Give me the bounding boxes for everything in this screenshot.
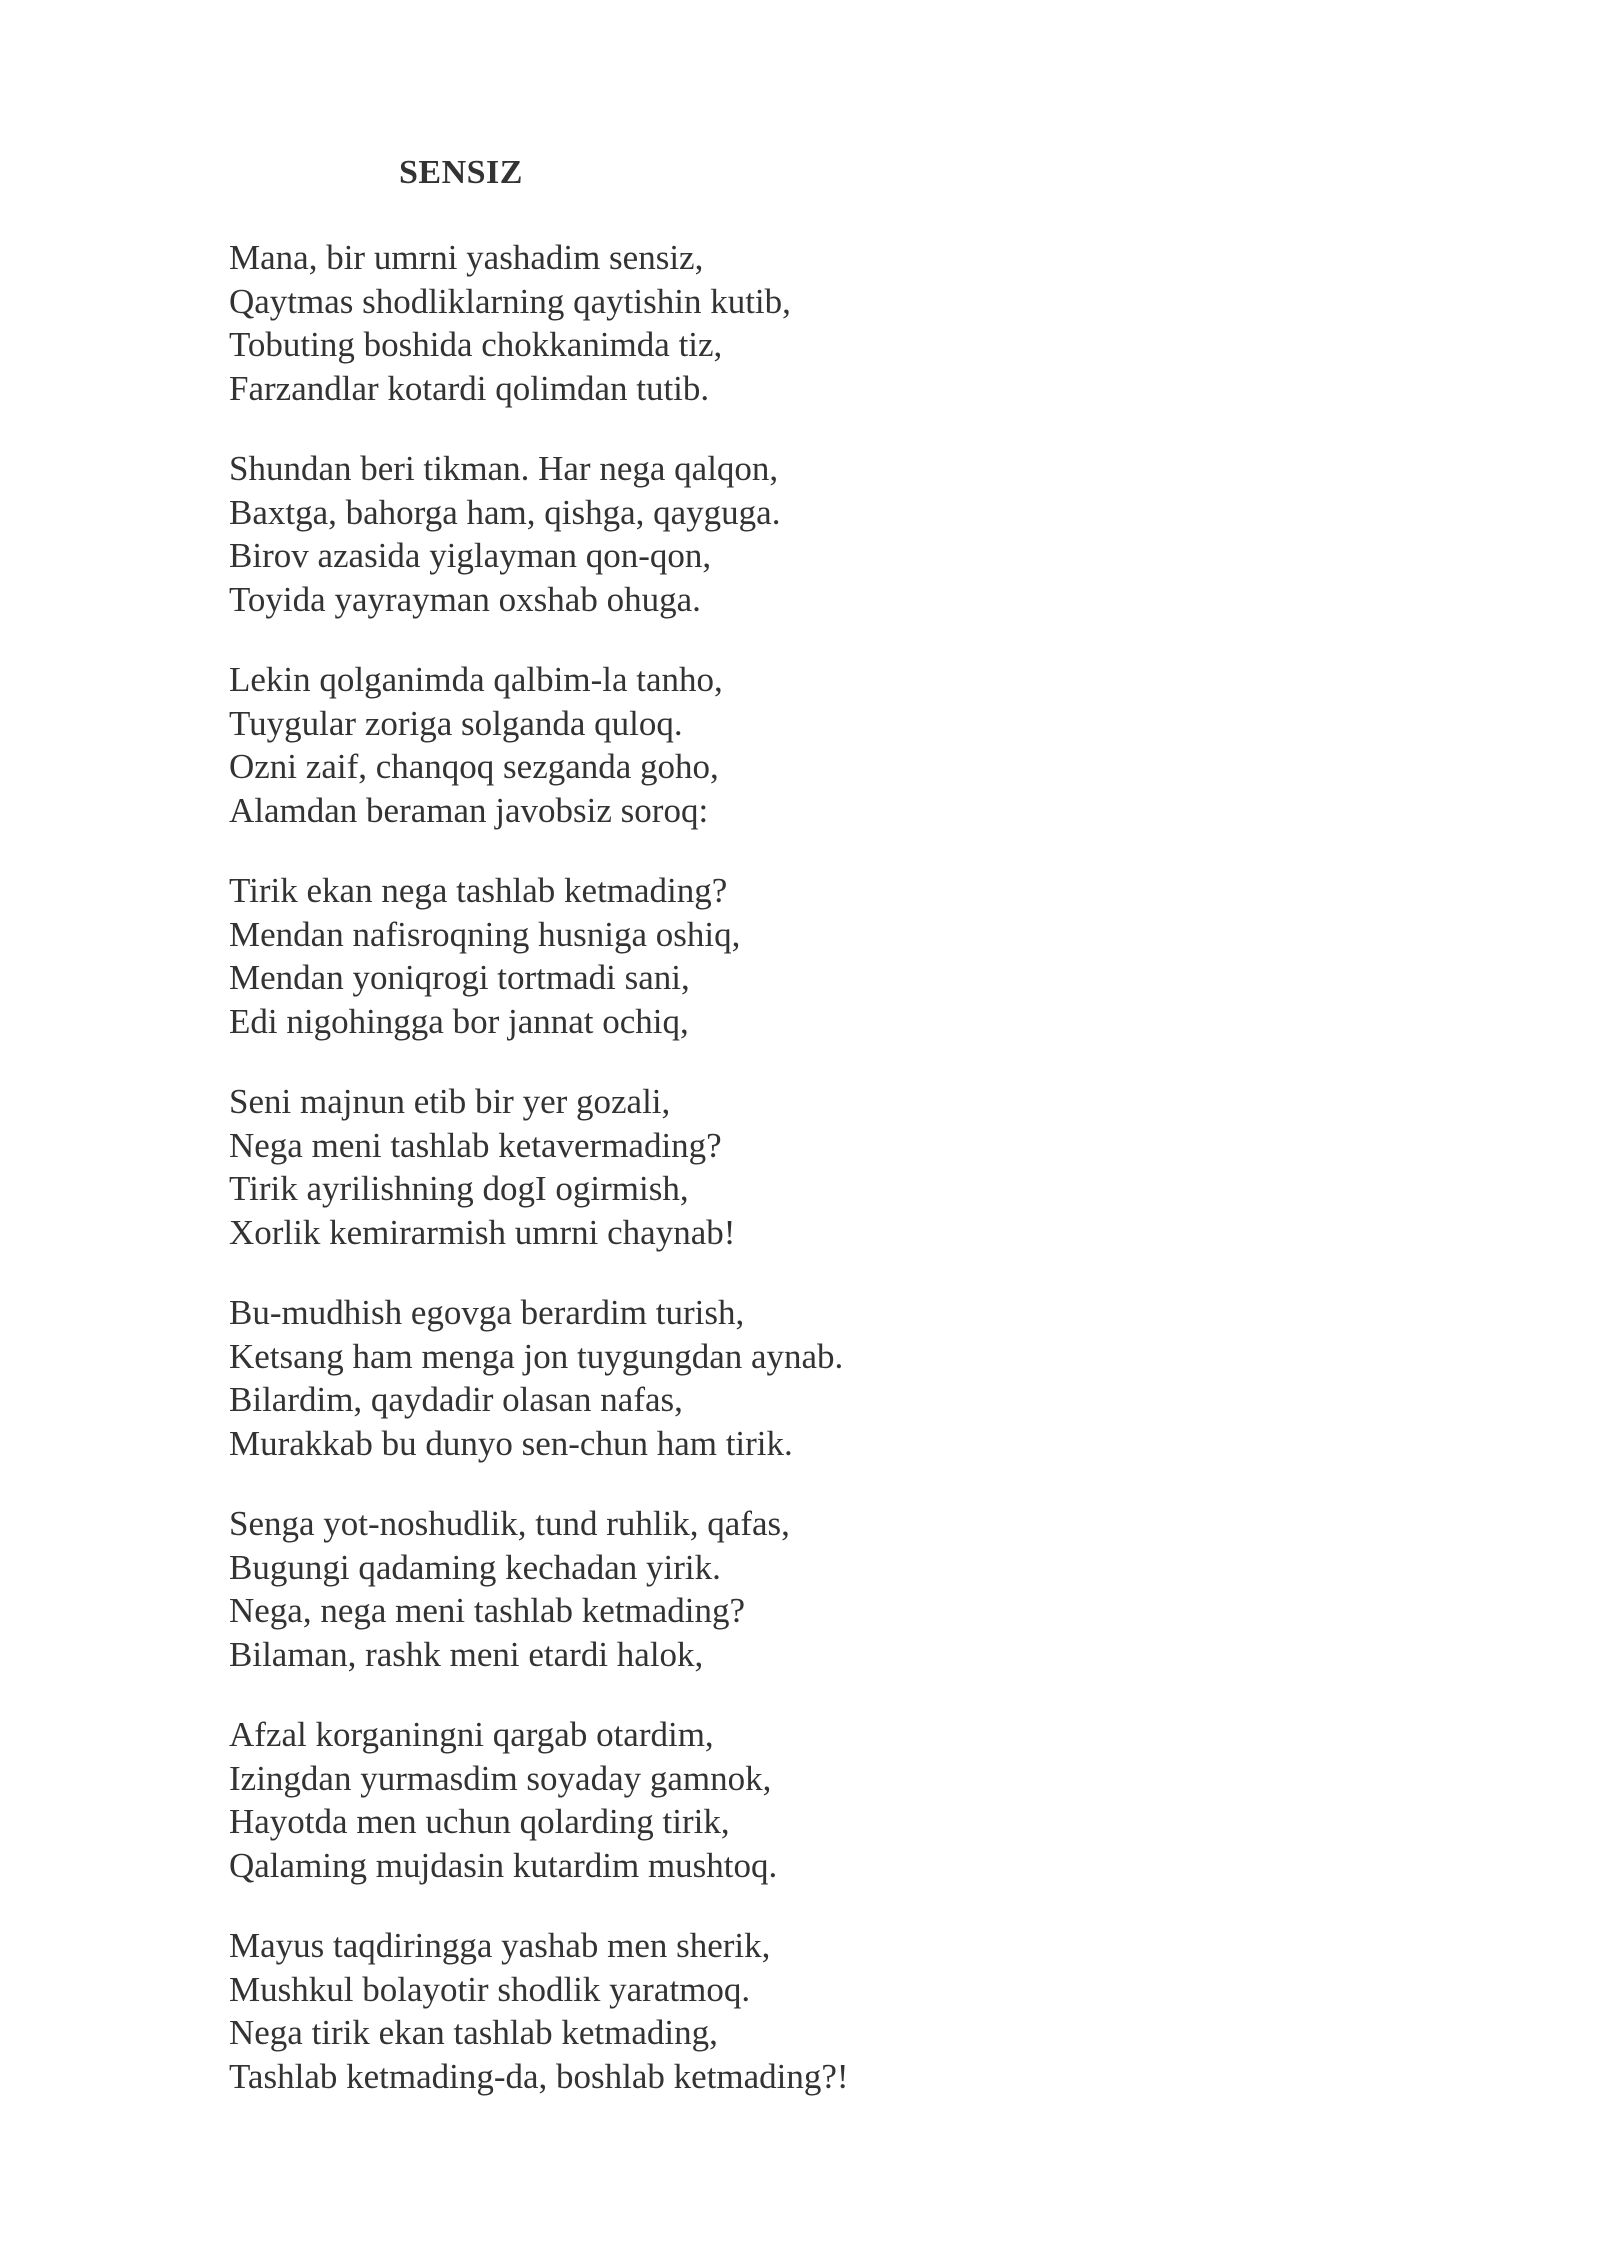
- poem-line: Qalaming mujdasin kutardim mushtoq.: [229, 1845, 778, 1885]
- poem-line: Alamdan beraman javobsiz soroq:: [229, 790, 709, 830]
- stanza: [229, 1080, 1429, 1254]
- poem-line: Mendan yoniqrogi tortmadi sani,: [229, 958, 690, 997]
- poem-line: Edi nigohingga bor jannat ochiq,: [229, 1001, 689, 1041]
- poem-line: Hayotda men uchun qolarding tirik,: [229, 1802, 730, 1841]
- stanza: [229, 447, 1429, 621]
- poem-line: Izingdan yurmasdim soyaday gamnok,: [229, 1758, 772, 1798]
- stanza: [229, 236, 1429, 410]
- poem-line: Murakkab bu dunyo sen-chun ham tirik.: [229, 1423, 793, 1463]
- poem-line: Mendan nafisroqning husniga oshiq,: [229, 914, 741, 954]
- poem-line: Ketsang ham menga jon tuygungdan aynab.: [229, 1336, 844, 1376]
- poem-line: Lekin qolganimda qalbim-la tanho,: [229, 660, 723, 699]
- poem-line: Bugungi qadaming kechadan yirik.: [229, 1547, 721, 1587]
- poem-line: Seni majnun etib bir yer gozali,: [229, 1082, 671, 1121]
- poem-line: Mana, bir umrni yashadim sensiz,: [229, 238, 704, 277]
- poem-line: Birov azasida yiglayman qon-qon,: [229, 536, 712, 575]
- poem-line: Bilaman, rashk meni etardi halok,: [229, 1634, 704, 1674]
- stanza: [229, 1291, 1429, 1465]
- poem-line: Tirik ayrilishning dogI ogirmish,: [229, 1169, 689, 1208]
- poem-line: Nega meni tashlab ketavermading?: [229, 1125, 722, 1165]
- stanza: [229, 1924, 1429, 2098]
- poem-line: Bilardim, qaydadir olasan nafas,: [229, 1380, 683, 1419]
- poem-line: Toyida yayrayman oxshab ohuga.: [229, 579, 701, 619]
- poem-line: Tuygular zoriga solganda quloq.: [229, 703, 683, 743]
- poem-line: Mushkul bolayotir shodlik yaratmoq.: [229, 1969, 751, 2009]
- poem-line: Nega, nega meni tashlab ketmading?: [229, 1591, 746, 1630]
- poem-line: Xorlik kemirarmish umrni chaynab!: [229, 1212, 736, 1252]
- poem-title: SENSIZ: [399, 154, 523, 191]
- poem-line: Tashlab ketmading-da, boshlab ketmading?!: [229, 2056, 849, 2096]
- poem-line: Afzal korganingni qargab otardim,: [229, 1715, 714, 1754]
- poem-line: Tirik ekan nega tashlab ketmading?: [229, 871, 728, 910]
- poem-line: Nega tirik ekan tashlab ketmading,: [229, 2013, 718, 2052]
- poem-line: Mayus taqdiringga yashab men sherik,: [229, 1926, 771, 1965]
- stanza: [229, 869, 1429, 1043]
- poem-line: Baxtga, bahorga ham, qishga, qayguga.: [229, 492, 781, 532]
- poem-line: Tobuting boshida chokkanimda tiz,: [229, 325, 723, 364]
- stanza: [229, 658, 1429, 832]
- poem-line: Ozni zaif, chanqoq sezganda goho,: [229, 747, 719, 786]
- poem-line: Senga yot-noshudlik, tund ruhlik, qafas,: [229, 1504, 790, 1543]
- poem-body: [229, 236, 1429, 2135]
- poem-line: Shundan beri tikman. Har nega qalqon,: [229, 449, 779, 488]
- stanza: [229, 1502, 1429, 1676]
- poem-line: Bu-mudhish egovga berardim turish,: [229, 1293, 745, 1332]
- stanza: [229, 1713, 1429, 1887]
- poem-line: Qaytmas shodliklarning qaytishin kutib,: [229, 281, 791, 321]
- poem-line: Farzandlar kotardi qolimdan tutib.: [229, 368, 710, 408]
